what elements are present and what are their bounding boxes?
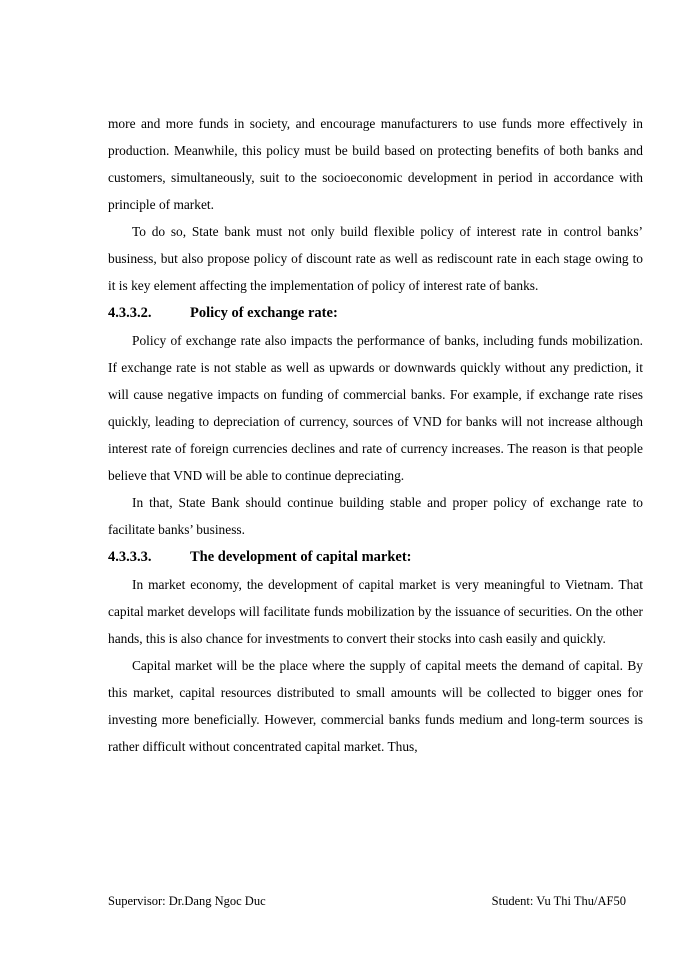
footer-supervisor: Supervisor: Dr.Dang Ngoc Duc xyxy=(108,894,266,908)
footer-student: Student: Vu Thi Thu/AF50 xyxy=(491,894,626,908)
paragraph-market-economy: In market economy, the development of capital market is very meaningful to Vietnam. That capital market develops will facilitate funds mobilization by the issuance of securities. On the other hands, this is also chance for investments to convert their stocks into cash easily and quickly. xyxy=(108,577,643,646)
heading-capital-market xyxy=(108,543,643,571)
heading-number: 4.3.3.2. xyxy=(108,305,152,321)
page-footer xyxy=(108,892,626,910)
paragraph-funds-policy: more and more funds in society, and encourage manufacturers to use funds more effectively in production. Meanwhile, this policy must be build based on protecting benefits of both banks and customers, simultaneously, suit to the socioeconomic development in period in accordance with principle of market. xyxy=(108,116,643,212)
heading-exchange-rate-policy xyxy=(108,299,643,327)
paragraph-capital-supply-demand: Capital market will be the place where the supply of capital meets the demand of capital. By this market, capital resources distributed to small amounts will be collected to bigger ones for investing more beneficially. However, commercial banks funds medium and long-term sources is rather difficult without concentrated capital market. Thus, xyxy=(108,658,643,754)
paragraph-exchange-rate-impacts: Policy of exchange rate also impacts the performance of banks, including funds mobilization. If exchange rate is not stable as well as upwards or downwards quickly without any prediction, it will cause negative impacts on funding of commercial banks. For example, if exchange rate rises quickly, leading to depreciation of currency, sources of VND for banks will not increase although interest rate of foreign currencies declines and rate of currency increases. The reason is that people believe that VND will be able to continue depreciating. xyxy=(108,333,643,483)
heading-title: The development of capital market: xyxy=(190,549,412,565)
paragraph-state-bank-exchange: In that, State Bank should continue building stable and proper policy of exchange rate to facilitate banks’ business. xyxy=(108,495,643,537)
heading-title: Policy of exchange rate: xyxy=(190,305,338,321)
paragraph-interest-rate-policy: To do so, State bank must not only build flexible policy of interest rate in control banks’ business, but also propose policy of discount rate as well as rediscount rate in each stage owing to it is key element affecting the implementation of policy of interest rate of banks. xyxy=(108,224,643,293)
page-body xyxy=(108,110,643,760)
heading-number: 4.3.3.3. xyxy=(108,549,152,565)
